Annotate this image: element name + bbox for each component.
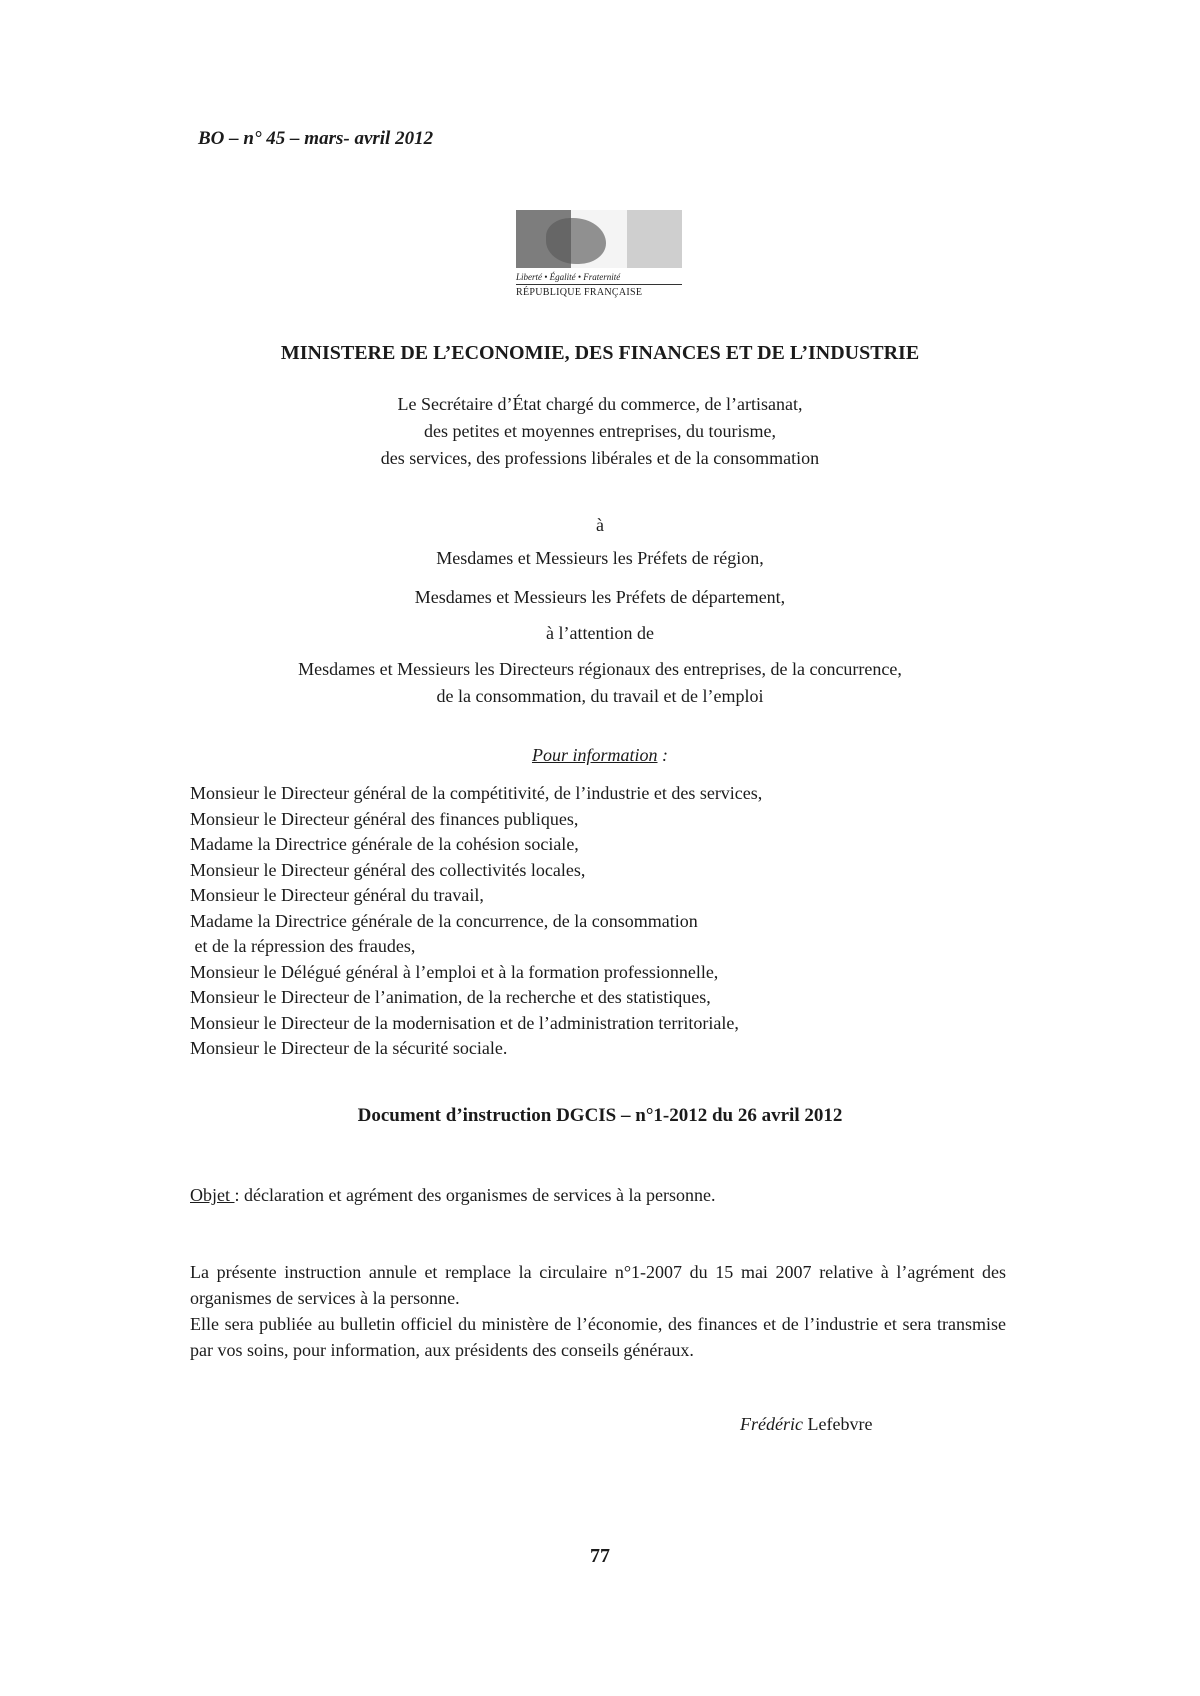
- signature-last-name: Lefebvre: [802, 1414, 873, 1434]
- sender-block: [0, 391, 1200, 472]
- list-item: Monsieur le Directeur général du travail,: [190, 885, 484, 905]
- signature-first-name: Frédéric: [740, 1414, 803, 1434]
- sender-line: des services, des professions libérales et de la consommation: [380, 448, 820, 468]
- pour-information-label: Pour information: [531, 745, 658, 765]
- body-paragraph: La présente instruction annule et remplace la circulaire n°1-2007 du 15 mai 2007 relative à l’agrément des organismes de services à la personne.: [190, 1262, 1006, 1308]
- logo-motto: Liberté • Égalité • Fraternité: [516, 272, 621, 282]
- republique-francaise-logo: [516, 210, 682, 298]
- objet-text: : déclaration et agrément des organismes de services à la personne.: [234, 1185, 716, 1205]
- document-title: Document d’instruction DGCIS – n°1-2012 du 26 avril 2012: [357, 1105, 843, 1126]
- addressee-attention: à l’attention de: [546, 623, 654, 643]
- list-item: Monsieur le Directeur général des collectivités locales,: [190, 859, 586, 880]
- logo-republic-name: RÉPUBLIQUE FRANÇAISE: [516, 287, 643, 298]
- list-item: Monsieur le Directeur général des finances publiques,: [190, 808, 579, 829]
- addressee-directeurs: [0, 656, 1200, 710]
- list-item: Madame la Directrice générale de la concurrence, de la consommation: [190, 910, 698, 931]
- list-item: et de la répression des fraudes,: [190, 936, 416, 956]
- bulletin-reference: BO – n° 45 – mars- avril 2012: [198, 128, 434, 149]
- list-item: Monsieur le Directeur de l’animation, de la recherche et des statistiques,: [190, 987, 711, 1007]
- sender-line: des petites et moyennes entreprises, du tourisme,: [424, 421, 776, 441]
- list-item: Madame la Directrice générale de la cohésion sociale,: [190, 834, 579, 854]
- recipients-list: [190, 781, 762, 1062]
- list-item: Monsieur le Directeur de la modernisation et de l’administration territoriale,: [190, 1012, 739, 1033]
- body-text: [190, 1259, 1006, 1363]
- directeurs-line: Mesdames et Messieurs les Directeurs régionaux des entreprises, de la concurrence,: [298, 659, 902, 679]
- pour-information-heading: [0, 742, 1200, 769]
- page-number: 77: [590, 1545, 610, 1567]
- addressee-a: à: [596, 515, 604, 535]
- body-paragraph: Elle sera publiée au bulletin officiel du ministère de l’économie, des finances et de l’industrie et sera transmise par vos soins, pour information, aux présidents des conseils généraux.: [190, 1314, 1006, 1360]
- directeurs-line: de la consommation, du travail et de l’emploi: [436, 686, 764, 706]
- marianne-emblem-icon: [516, 210, 682, 268]
- sender-line: Le Secrétaire d’État chargé du commerce, de l’artisanat,: [397, 394, 803, 414]
- addressee-prefets-region: Mesdames et Messieurs les Préfets de région,: [436, 548, 764, 568]
- objet-label: Objet: [190, 1185, 235, 1205]
- list-item: Monsieur le Délégué général à l’emploi et à la formation professionnelle,: [190, 961, 719, 982]
- ministry-title: MINISTERE DE L’ECONOMIE, DES FINANCES ET DE L’INDUSTRIE: [280, 342, 920, 364]
- list-item: Monsieur le Directeur général de la compétitivité, de l’industrie et des services,: [190, 783, 763, 803]
- pour-information-suffix: :: [657, 745, 668, 765]
- list-item: Monsieur le Directeur de la sécurité sociale.: [190, 1038, 508, 1058]
- addressee-prefets-departement: Mesdames et Messieurs les Préfets de département,: [414, 587, 786, 607]
- objet-line: [190, 1185, 715, 1206]
- signature: [740, 1414, 872, 1435]
